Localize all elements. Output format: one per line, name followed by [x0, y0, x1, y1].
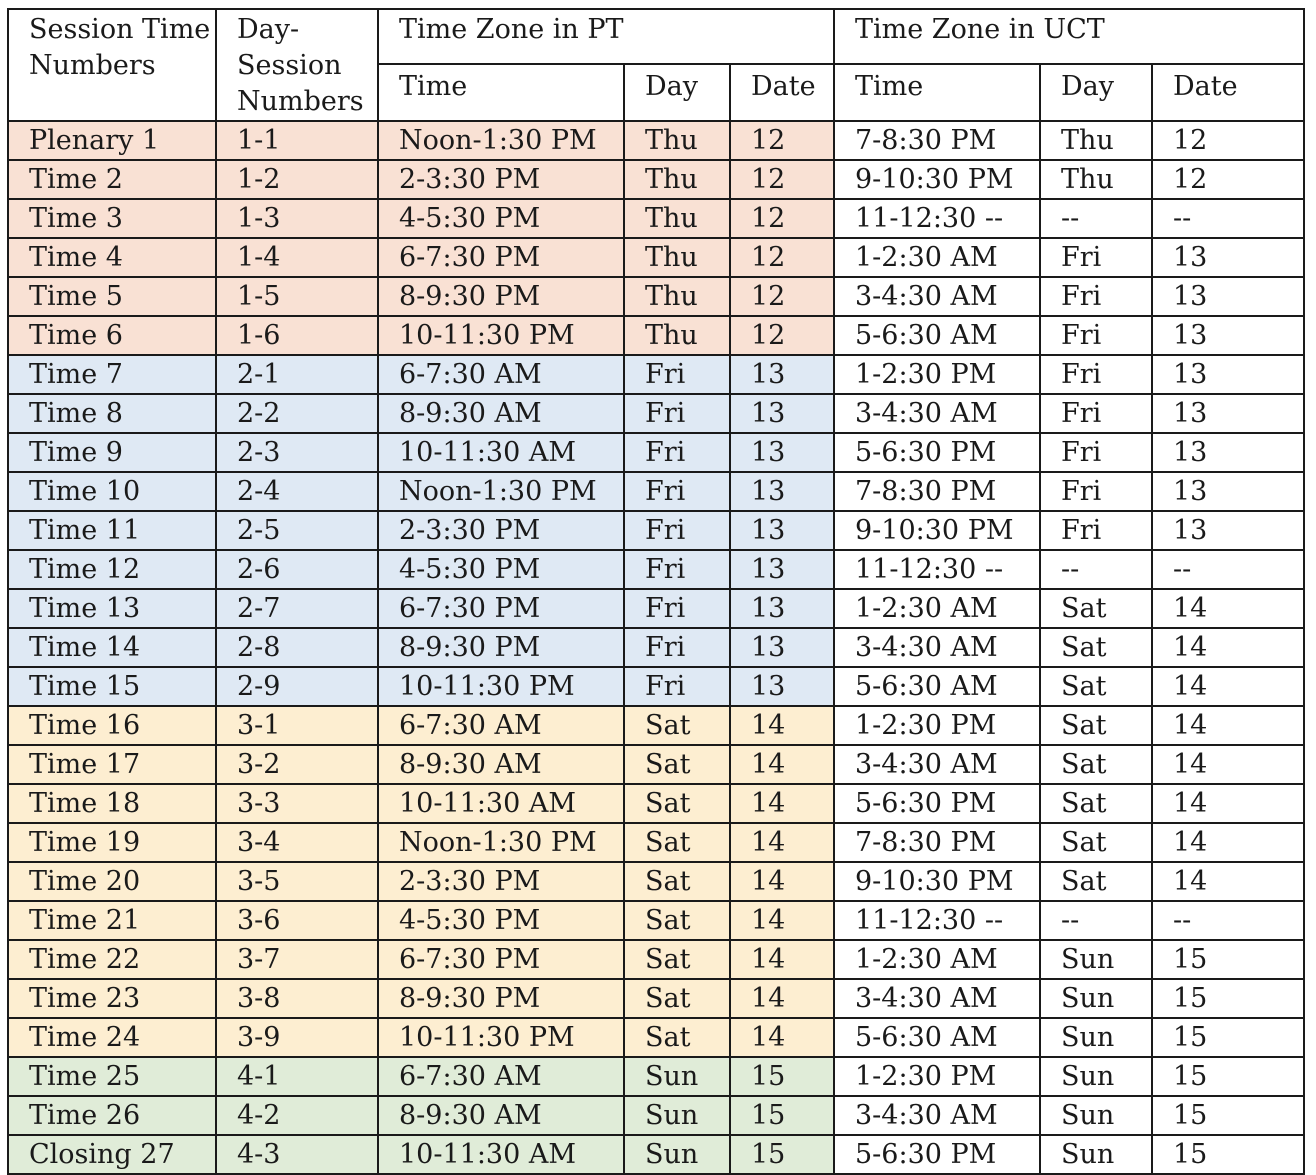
table-body — [8, 121, 1304, 1174]
cell-uct-day: Sun — [1040, 940, 1152, 979]
cell-uct-time: 7-8:30 PM — [834, 823, 1040, 862]
cell-uct-day: Thu — [1040, 121, 1152, 160]
cell-pt-day: Sat — [624, 979, 730, 1018]
cell-uct-day: Sun — [1040, 979, 1152, 1018]
header-uct-date: Date — [1152, 64, 1304, 121]
cell-pt-day: Sat — [624, 784, 730, 823]
cell-uct-time: 1-2:30 PM — [834, 355, 1040, 394]
cell-session-name: Time 13 — [8, 589, 216, 628]
cell-uct-time: 3-4:30 AM — [834, 628, 1040, 667]
cell-pt-day: Fri — [624, 628, 730, 667]
cell-uct-date: 14 — [1152, 589, 1304, 628]
cell-uct-time: 5-6:30 AM — [834, 667, 1040, 706]
header-session-time-numbers-text: Session Time Numbers — [29, 14, 211, 81]
cell-pt-day: Sat — [624, 1018, 730, 1057]
cell-uct-time: 3-4:30 AM — [834, 745, 1040, 784]
table-row — [8, 1018, 1304, 1057]
cell-pt-date: 12 — [730, 121, 834, 160]
cell-pt-date: 13 — [730, 511, 834, 550]
cell-uct-time: 5-6:30 AM — [834, 316, 1040, 355]
table-row — [8, 472, 1304, 511]
cell-pt-day: Thu — [624, 316, 730, 355]
cell-uct-day: Sat — [1040, 745, 1152, 784]
cell-uct-day: Sat — [1040, 628, 1152, 667]
cell-pt-day: Sun — [624, 1057, 730, 1096]
cell-day-session: 3-5 — [216, 862, 378, 901]
table-row — [8, 511, 1304, 550]
cell-pt-day: Sat — [624, 940, 730, 979]
cell-session-name: Time 16 — [8, 706, 216, 745]
cell-uct-date: -- — [1152, 550, 1304, 589]
cell-uct-day: Sat — [1040, 667, 1152, 706]
cell-pt-date: 14 — [730, 901, 834, 940]
cell-pt-date: 12 — [730, 238, 834, 277]
cell-session-name: Time 19 — [8, 823, 216, 862]
cell-uct-day: Fri — [1040, 277, 1152, 316]
cell-session-name: Time 2 — [8, 160, 216, 199]
cell-pt-day: Fri — [624, 511, 730, 550]
cell-pt-day: Fri — [624, 667, 730, 706]
table-row — [8, 706, 1304, 745]
cell-session-name: Time 11 — [8, 511, 216, 550]
cell-pt-date: 14 — [730, 979, 834, 1018]
cell-uct-time: 9-10:30 PM — [834, 160, 1040, 199]
cell-pt-day: Sat — [624, 823, 730, 862]
cell-pt-day: Thu — [624, 160, 730, 199]
cell-uct-date: 15 — [1152, 1135, 1304, 1174]
cell-pt-time: 6-7:30 AM — [378, 355, 624, 394]
cell-uct-day: Sun — [1040, 1135, 1152, 1174]
cell-pt-date: 14 — [730, 706, 834, 745]
cell-pt-date: 13 — [730, 355, 834, 394]
cell-pt-time: 8-9:30 PM — [378, 277, 624, 316]
cell-pt-time: 4-5:30 PM — [378, 199, 624, 238]
cell-session-name: Time 5 — [8, 277, 216, 316]
cell-pt-date: 14 — [730, 784, 834, 823]
cell-pt-time: 10-11:30 AM — [378, 1135, 624, 1174]
cell-uct-day: Sat — [1040, 784, 1152, 823]
table-row — [8, 550, 1304, 589]
cell-pt-time: 8-9:30 AM — [378, 745, 624, 784]
cell-day-session: 4-3 — [216, 1135, 378, 1174]
cell-uct-day: -- — [1040, 550, 1152, 589]
table-row — [8, 160, 1304, 199]
table-row — [8, 277, 1304, 316]
cell-uct-date: 14 — [1152, 784, 1304, 823]
cell-pt-day: Fri — [624, 472, 730, 511]
cell-uct-time: 11-12:30 -- — [834, 199, 1040, 238]
header-session-time-numbers — [8, 9, 216, 121]
cell-day-session: 2-5 — [216, 511, 378, 550]
cell-uct-day: Fri — [1040, 472, 1152, 511]
cell-day-session: 3-6 — [216, 901, 378, 940]
cell-session-name: Time 22 — [8, 940, 216, 979]
cell-day-session: 3-4 — [216, 823, 378, 862]
cell-pt-day: Fri — [624, 355, 730, 394]
cell-uct-date: 15 — [1152, 1096, 1304, 1135]
cell-pt-time: 8-9:30 PM — [378, 979, 624, 1018]
cell-day-session: 1-4 — [216, 238, 378, 277]
cell-uct-date: 12 — [1152, 160, 1304, 199]
cell-uct-date: 13 — [1152, 238, 1304, 277]
cell-uct-date: -- — [1152, 901, 1304, 940]
cell-pt-day: Fri — [624, 394, 730, 433]
cell-uct-day: Fri — [1040, 433, 1152, 472]
table-row — [8, 823, 1304, 862]
header-pt-date: Date — [730, 64, 834, 121]
cell-pt-day: Thu — [624, 121, 730, 160]
cell-pt-time: 8-9:30 PM — [378, 628, 624, 667]
cell-uct-date: 13 — [1152, 472, 1304, 511]
header-uct-time: Time — [834, 64, 1040, 121]
cell-pt-day: Fri — [624, 433, 730, 472]
cell-day-session: 2-3 — [216, 433, 378, 472]
cell-pt-time: 6-7:30 AM — [378, 706, 624, 745]
cell-day-session: 3-1 — [216, 706, 378, 745]
cell-uct-date: 12 — [1152, 121, 1304, 160]
cell-session-name: Time 9 — [8, 433, 216, 472]
cell-pt-time: Noon-1:30 PM — [378, 823, 624, 862]
cell-uct-day: Sat — [1040, 823, 1152, 862]
cell-pt-date: 14 — [730, 823, 834, 862]
cell-uct-time: 7-8:30 PM — [834, 472, 1040, 511]
table-row — [8, 1057, 1304, 1096]
cell-pt-day: Sat — [624, 862, 730, 901]
table-row — [8, 589, 1304, 628]
cell-uct-date: 15 — [1152, 1057, 1304, 1096]
cell-uct-day: Fri — [1040, 511, 1152, 550]
cell-session-name: Time 8 — [8, 394, 216, 433]
cell-uct-date: 13 — [1152, 316, 1304, 355]
header-day-session-numbers — [216, 9, 378, 121]
table-row — [8, 901, 1304, 940]
cell-pt-time: Noon-1:30 PM — [378, 472, 624, 511]
cell-day-session: 3-7 — [216, 940, 378, 979]
cell-day-session: 3-3 — [216, 784, 378, 823]
session-schedule-table — [7, 8, 1305, 1175]
cell-pt-day: Sat — [624, 745, 730, 784]
table-row — [8, 433, 1304, 472]
cell-uct-date: 14 — [1152, 667, 1304, 706]
cell-uct-date: -- — [1152, 199, 1304, 238]
cell-uct-day: Sat — [1040, 862, 1152, 901]
cell-uct-time: 1-2:30 PM — [834, 706, 1040, 745]
cell-uct-day: Sun — [1040, 1096, 1152, 1135]
cell-uct-time: 9-10:30 PM — [834, 862, 1040, 901]
cell-uct-time: 3-4:30 AM — [834, 277, 1040, 316]
cell-pt-day: Sat — [624, 706, 730, 745]
table-row — [8, 628, 1304, 667]
cell-pt-time: 10-11:30 PM — [378, 667, 624, 706]
cell-pt-date: 12 — [730, 277, 834, 316]
cell-day-session: 3-9 — [216, 1018, 378, 1057]
cell-day-session: 1-1 — [216, 121, 378, 160]
table-row — [8, 1135, 1304, 1174]
header-time-zone-uct: Time Zone in UCT — [834, 9, 1304, 64]
cell-pt-time: 4-5:30 PM — [378, 550, 624, 589]
header-time-zone-pt: Time Zone in PT — [378, 9, 834, 64]
cell-day-session: 2-6 — [216, 550, 378, 589]
cell-pt-date: 15 — [730, 1135, 834, 1174]
cell-session-name: Time 7 — [8, 355, 216, 394]
cell-session-name: Time 4 — [8, 238, 216, 277]
cell-pt-date: 15 — [730, 1057, 834, 1096]
cell-session-name: Time 26 — [8, 1096, 216, 1135]
cell-uct-date: 14 — [1152, 706, 1304, 745]
cell-uct-date: 14 — [1152, 745, 1304, 784]
cell-uct-time: 3-4:30 AM — [834, 979, 1040, 1018]
cell-pt-time: 2-3:30 PM — [378, 160, 624, 199]
cell-pt-date: 13 — [730, 667, 834, 706]
cell-uct-time: 3-4:30 AM — [834, 1096, 1040, 1135]
cell-pt-time: 4-5:30 PM — [378, 901, 624, 940]
cell-uct-date: 13 — [1152, 277, 1304, 316]
cell-uct-time: 5-6:30 PM — [834, 433, 1040, 472]
cell-pt-time: Noon-1:30 PM — [378, 121, 624, 160]
cell-pt-date: 13 — [730, 394, 834, 433]
cell-pt-time: 10-11:30 PM — [378, 316, 624, 355]
cell-session-name: Time 20 — [8, 862, 216, 901]
cell-session-name: Time 17 — [8, 745, 216, 784]
table-row — [8, 745, 1304, 784]
cell-day-session: 2-1 — [216, 355, 378, 394]
header-uct-day: Day — [1040, 64, 1152, 121]
cell-pt-day: Sun — [624, 1096, 730, 1135]
cell-uct-date: 14 — [1152, 823, 1304, 862]
cell-uct-time: 1-2:30 AM — [834, 940, 1040, 979]
cell-day-session: 2-7 — [216, 589, 378, 628]
table-row — [8, 979, 1304, 1018]
cell-pt-time: 6-7:30 PM — [378, 238, 624, 277]
cell-pt-time: 6-7:30 PM — [378, 589, 624, 628]
cell-pt-date: 13 — [730, 589, 834, 628]
cell-day-session: 1-6 — [216, 316, 378, 355]
cell-session-name: Time 21 — [8, 901, 216, 940]
cell-pt-date: 14 — [730, 862, 834, 901]
cell-pt-day: Fri — [624, 589, 730, 628]
table-row — [8, 238, 1304, 277]
cell-day-session: 3-8 — [216, 979, 378, 1018]
cell-uct-day: Fri — [1040, 238, 1152, 277]
cell-session-name: Time 23 — [8, 979, 216, 1018]
table-row — [8, 355, 1304, 394]
cell-pt-date: 13 — [730, 433, 834, 472]
table-row — [8, 940, 1304, 979]
cell-pt-date: 12 — [730, 316, 834, 355]
cell-pt-day: Fri — [624, 550, 730, 589]
header-pt-day: Day — [624, 64, 730, 121]
cell-pt-day: Thu — [624, 277, 730, 316]
cell-session-name: Time 3 — [8, 199, 216, 238]
cell-pt-date: 12 — [730, 199, 834, 238]
cell-session-name: Closing 27 — [8, 1135, 216, 1174]
cell-uct-date: 13 — [1152, 433, 1304, 472]
table-row — [8, 667, 1304, 706]
header-day-session-numbers-text: Day- Session Numbers — [237, 14, 364, 117]
cell-uct-day: Fri — [1040, 316, 1152, 355]
cell-uct-time: 3-4:30 AM — [834, 394, 1040, 433]
cell-pt-date: 13 — [730, 628, 834, 667]
cell-pt-time: 2-3:30 PM — [378, 511, 624, 550]
cell-pt-day: Thu — [624, 238, 730, 277]
table-row — [8, 1096, 1304, 1135]
cell-uct-day: Fri — [1040, 394, 1152, 433]
cell-pt-time: 10-11:30 AM — [378, 784, 624, 823]
cell-pt-day: Thu — [624, 199, 730, 238]
header-row-1 — [8, 9, 1304, 64]
table-row — [8, 199, 1304, 238]
cell-day-session: 2-9 — [216, 667, 378, 706]
cell-pt-date: 14 — [730, 745, 834, 784]
cell-day-session: 4-2 — [216, 1096, 378, 1135]
cell-uct-day: Sat — [1040, 706, 1152, 745]
cell-pt-day: Sat — [624, 901, 730, 940]
table-row — [8, 394, 1304, 433]
cell-day-session: 3-2 — [216, 745, 378, 784]
cell-uct-date: 15 — [1152, 1018, 1304, 1057]
cell-uct-time: 7-8:30 PM — [834, 121, 1040, 160]
cell-uct-time: 11-12:30 -- — [834, 901, 1040, 940]
cell-uct-day: -- — [1040, 199, 1152, 238]
cell-pt-date: 13 — [730, 550, 834, 589]
cell-pt-time: 6-7:30 PM — [378, 940, 624, 979]
cell-uct-date: 14 — [1152, 628, 1304, 667]
cell-pt-date: 14 — [730, 940, 834, 979]
table-row — [8, 784, 1304, 823]
cell-session-name: Plenary 1 — [8, 121, 216, 160]
cell-uct-time: 11-12:30 -- — [834, 550, 1040, 589]
cell-pt-day: Sun — [624, 1135, 730, 1174]
cell-uct-time: 5-6:30 PM — [834, 784, 1040, 823]
cell-day-session: 2-2 — [216, 394, 378, 433]
cell-uct-date: 13 — [1152, 394, 1304, 433]
table-header — [8, 9, 1304, 121]
cell-pt-date: 14 — [730, 1018, 834, 1057]
cell-day-session: 1-3 — [216, 199, 378, 238]
cell-pt-time: 8-9:30 AM — [378, 394, 624, 433]
cell-uct-day: -- — [1040, 901, 1152, 940]
cell-day-session: 2-4 — [216, 472, 378, 511]
schedule-table-container — [7, 8, 1305, 1175]
cell-uct-date: 13 — [1152, 355, 1304, 394]
cell-session-name: Time 12 — [8, 550, 216, 589]
cell-session-name: Time 18 — [8, 784, 216, 823]
cell-uct-date: 13 — [1152, 511, 1304, 550]
cell-session-name: Time 25 — [8, 1057, 216, 1096]
cell-uct-time: 1-2:30 AM — [834, 238, 1040, 277]
cell-session-name: Time 14 — [8, 628, 216, 667]
cell-day-session: 4-1 — [216, 1057, 378, 1096]
cell-uct-day: Thu — [1040, 160, 1152, 199]
cell-uct-time: 9-10:30 PM — [834, 511, 1040, 550]
cell-pt-date: 13 — [730, 472, 834, 511]
cell-pt-date: 12 — [730, 160, 834, 199]
cell-uct-day: Sat — [1040, 589, 1152, 628]
table-row — [8, 121, 1304, 160]
cell-pt-time: 10-11:30 PM — [378, 1018, 624, 1057]
cell-day-session: 1-2 — [216, 160, 378, 199]
cell-uct-time: 1-2:30 PM — [834, 1057, 1040, 1096]
cell-pt-time: 2-3:30 PM — [378, 862, 624, 901]
cell-pt-time: 6-7:30 AM — [378, 1057, 624, 1096]
cell-uct-time: 5-6:30 PM — [834, 1135, 1040, 1174]
cell-day-session: 1-5 — [216, 277, 378, 316]
cell-session-name: Time 10 — [8, 472, 216, 511]
cell-pt-time: 8-9:30 AM — [378, 1096, 624, 1135]
table-row — [8, 862, 1304, 901]
cell-uct-date: 15 — [1152, 940, 1304, 979]
cell-uct-day: Sun — [1040, 1057, 1152, 1096]
cell-session-name: Time 15 — [8, 667, 216, 706]
cell-day-session: 2-8 — [216, 628, 378, 667]
cell-uct-day: Fri — [1040, 355, 1152, 394]
cell-session-name: Time 6 — [8, 316, 216, 355]
cell-uct-day: Sun — [1040, 1018, 1152, 1057]
cell-uct-date: 14 — [1152, 862, 1304, 901]
cell-session-name: Time 24 — [8, 1018, 216, 1057]
cell-uct-time: 1-2:30 AM — [834, 589, 1040, 628]
cell-pt-time: 10-11:30 AM — [378, 433, 624, 472]
cell-uct-time: 5-6:30 AM — [834, 1018, 1040, 1057]
table-row — [8, 316, 1304, 355]
cell-pt-date: 15 — [730, 1096, 834, 1135]
header-pt-time: Time — [378, 64, 624, 121]
cell-uct-date: 15 — [1152, 979, 1304, 1018]
